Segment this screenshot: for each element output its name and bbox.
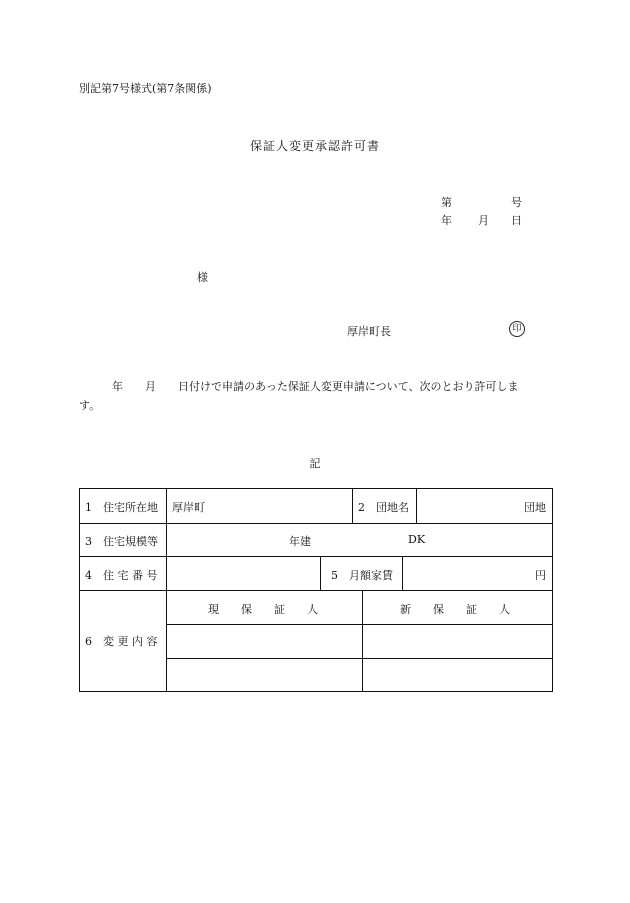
value-complex-suffix: 団地 — [524, 501, 546, 514]
column-divider — [416, 489, 417, 523]
label-housing-number: 4 住 宅 番 号 — [85, 569, 158, 582]
header-current-guarantor: 現 保 証 人 — [208, 603, 318, 616]
row-divider — [166, 624, 552, 625]
column-divider — [362, 590, 363, 691]
form-number: 別記第7号様式(第7条関係) — [79, 82, 212, 95]
date-month-label: 月 — [478, 214, 489, 227]
row-divider — [80, 590, 552, 591]
body-text-line-2: す。 — [79, 399, 101, 412]
column-divider — [320, 556, 321, 590]
label-change-details: 6 変 更 内 容 — [85, 635, 158, 648]
header-new-guarantor: 新 保 証 人 — [400, 603, 510, 616]
column-divider — [352, 489, 353, 523]
date-day-label: 日 — [511, 214, 522, 227]
column-divider — [402, 556, 403, 590]
label-complex-name: 2 団地名 — [358, 501, 409, 514]
label-housing-size: 3 住宅規模等 — [85, 535, 158, 548]
row-divider — [80, 523, 552, 524]
issuer-title: 厚岸町長 — [347, 325, 391, 338]
body-text-line-1: 年 月 日付けで申請のあった保証人変更申請について、次のとおり許可しま — [79, 380, 519, 393]
row-divider — [80, 556, 552, 557]
note-heading: 記 — [309, 457, 321, 470]
document-title: 保証人変更承認許可書 — [249, 139, 380, 153]
label-monthly-rent: 5 月額家賃 — [331, 569, 393, 582]
detail-table — [79, 488, 553, 692]
row-divider — [166, 658, 552, 659]
value-layout-suffix: DK — [408, 533, 426, 546]
addressee-honorific: 様 — [197, 271, 208, 284]
column-divider — [166, 489, 167, 691]
label-address: 1 住宅所在地 — [85, 501, 158, 514]
seal-stamp: 印 — [509, 321, 525, 337]
date-year-label: 年 — [441, 214, 452, 227]
value-address-town: 厚岸町 — [172, 501, 205, 514]
value-rent-suffix: 円 — [535, 569, 546, 582]
document-number-prefix: 第 — [441, 196, 452, 209]
document-number-suffix: 号 — [511, 196, 522, 209]
value-built-year-suffix: 年建 — [289, 535, 311, 548]
